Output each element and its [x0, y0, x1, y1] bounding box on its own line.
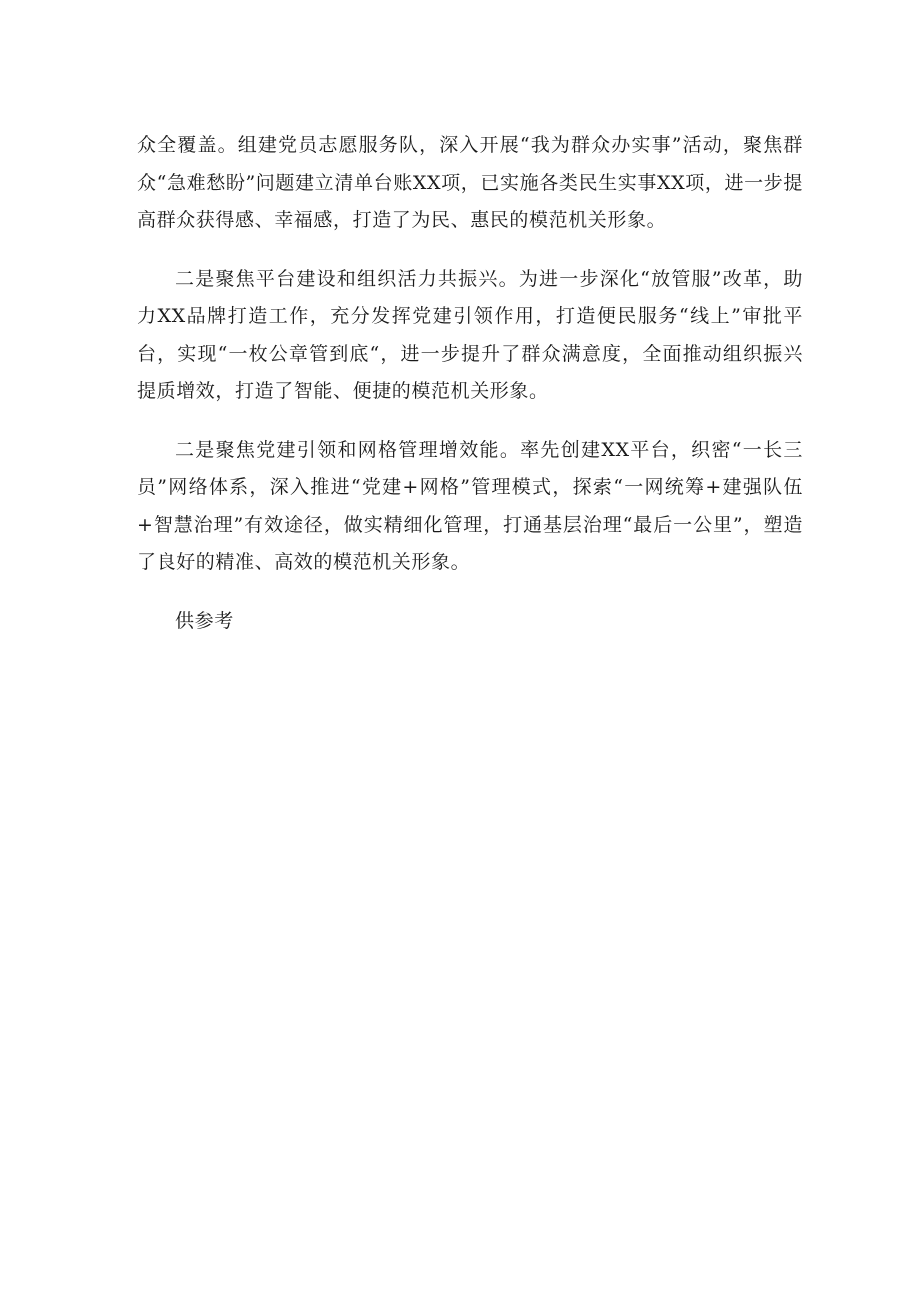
paragraph-grid-management: 二是聚焦党建引领和网格管理增效能。率先创建XX平台，织密“一长三员”网络体系，深入推进“党建+网格”管理模式，探索“一网统筹+建强队伍+智慧治理”有效途径，做实精细化管理，打通基层治理“最后一公里”，塑造了良好的精准、高效的模范机关形象。 — [137, 438, 803, 573]
paragraph-continuation: 众全覆盖。组建党员志愿服务队，深入开展“我为群众办实事”活动，聚焦群众“急难愁盼”问题建立清单台账XX项，已实施各类民生实事XX项，进一步提高群众获得感、幸福感，打造了为民、惠民的模范机关形象。 — [137, 134, 803, 231]
document-body — [137, 127, 803, 640]
paragraph-platform-building: 二是聚焦平台建设和组织活力共振兴。为进一步深化“放管服”改革，助力XX品牌打造工作，充分发挥党建引领作用，打造便民服务“线上”审批平台，实现“一枚公章管到底“，进一步提升了群众满意度，全面推动组织振兴提质增效，打造了智能、便捷的模范机关形象。 — [137, 267, 803, 402]
closing-note: 供参考 — [175, 609, 234, 632]
